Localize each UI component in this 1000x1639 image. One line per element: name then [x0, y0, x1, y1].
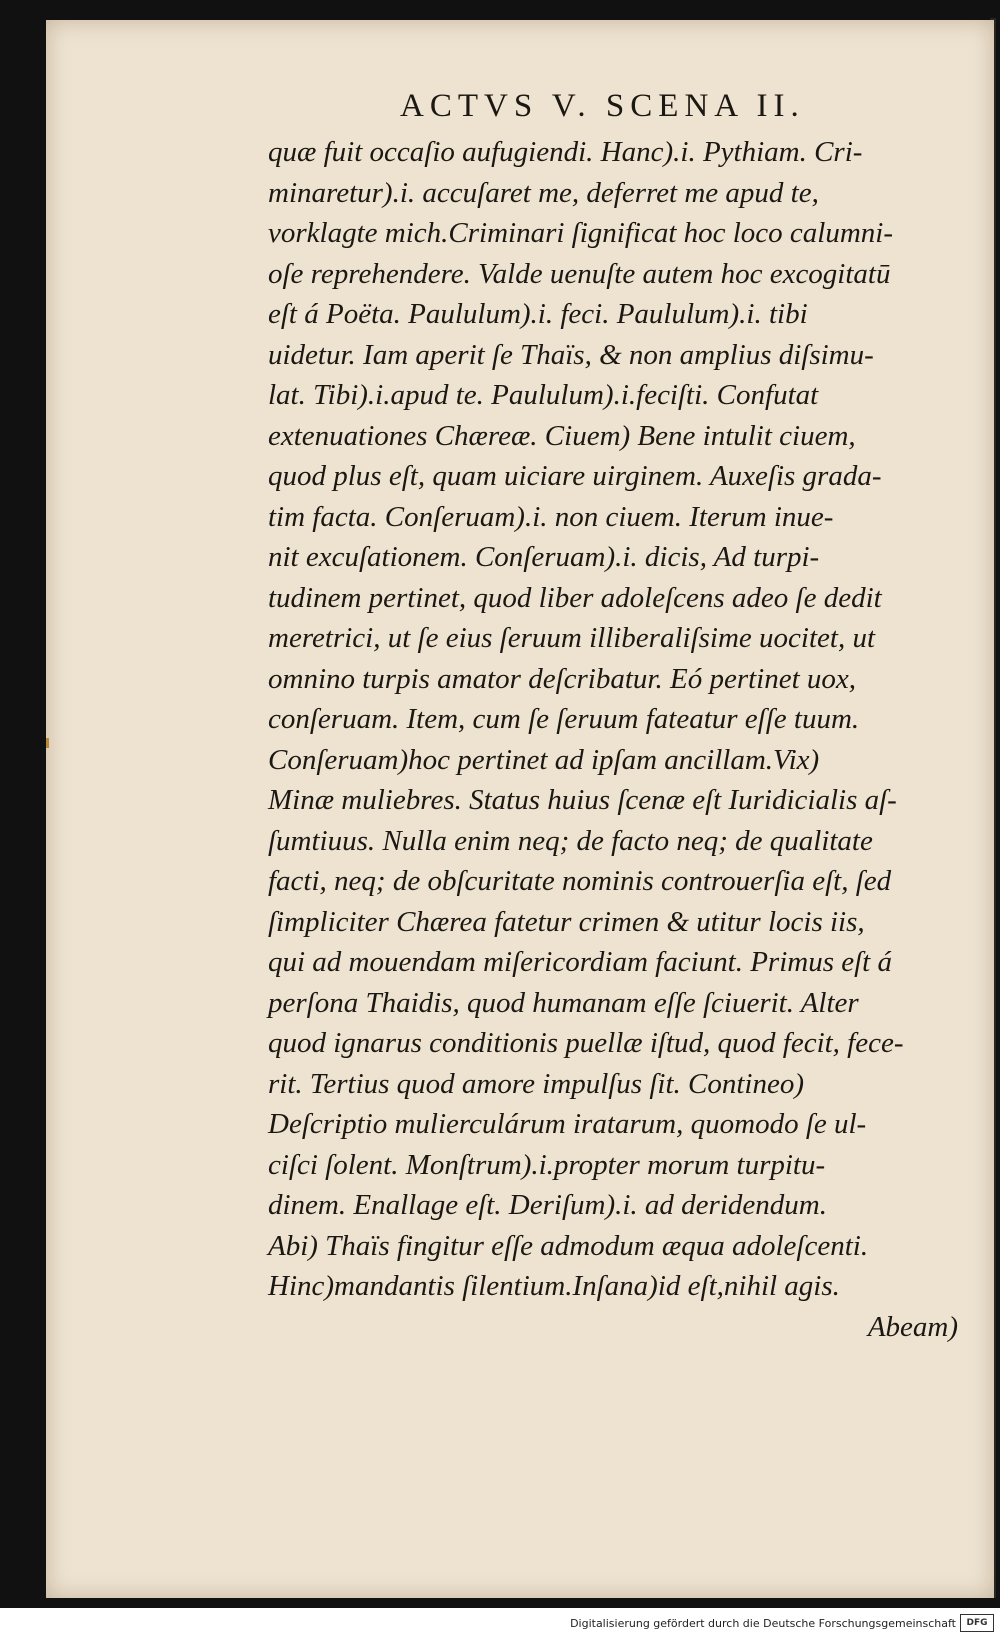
running-head: ACTVS V. SCENA II.	[400, 88, 805, 124]
text-line: eſt á Poëta. Paululum).i. feci. Paululum).i. tibi	[268, 298, 808, 330]
text-line: Hinc)mandantis ſilentium.Inſana)id eſt,nihil agis.	[268, 1270, 840, 1302]
text-line: ciſci ſolent. Monſtrum).i.propter morum turpitu-	[268, 1148, 826, 1181]
text-line: omnino turpis amator deſcribatur. Eó pertinet uox,	[268, 662, 857, 695]
text-line: Minæ muliebres. Status huius ſcenæ eſt Iuridicialis aſ-	[268, 784, 897, 816]
text-line: tudinem pertinet, quod liber adoleſcens adeo ſe dedit	[268, 581, 882, 614]
text-line: perſona Thaidis, quod humanam eſſe ſciuerit. Alter	[268, 986, 859, 1019]
text-line: extenuationes Chæreæ. Ciuem) Bene intulit ciuem,	[268, 419, 856, 452]
dfg-logo: DFG	[960, 1614, 994, 1632]
text-line: quod plus eſt, quam uiciare uirginem. Auxeſis grada-	[268, 460, 882, 492]
catchword: Abeam)	[867, 1310, 958, 1343]
text-line: meretrici, ut ſe eius ſeruum illiberaliſsime uocitet, ut	[268, 622, 876, 654]
text-line: Conſeruam)hoc pertinet ad ipſam ancillam.Vix)	[268, 743, 820, 776]
text-line: tim facta. Conſeruam).i. non ciuem. Iterum inue-	[268, 500, 834, 533]
text-line: uidetur. Iam aperit ſe Thaïs, & non amplius diſsimu-	[268, 338, 874, 371]
text-line: quæ fuit occaſio aufugiendi. Hanc).i. Pythiam. Cri-	[268, 136, 863, 168]
text-line: ſumtiuus. Nulla enim neq; de facto neq; de qualitate	[268, 824, 873, 857]
text-line: facti, neq; de obſcuritate nominis controuerſia eſt, ſed	[268, 865, 892, 897]
text-line: nit excuſationem. Conſeruam).i. dicis, Ad turpi-	[268, 541, 820, 573]
text-line: dinem. Enallage eſt. Deriſum).i. ad deridendum.	[268, 1189, 827, 1221]
text-line: minaretur).i. accuſaret me, deferret me apud te,	[268, 176, 819, 209]
text-line: conſeruam. Item, cum ſe ſeruum fateatur eſſe tuum.	[268, 703, 860, 735]
text-line: ſimpliciter Chærea fatetur crimen & utitur locis iis,	[268, 905, 865, 938]
text-line: oſe reprehendere. Valde uenuſte autem hoc excogitatū	[268, 257, 891, 290]
text-line: rit. Tertius quod amore impulſus ſit. Contineo)	[268, 1067, 805, 1100]
text-line: quod ignarus conditionis puellæ iſtud, quod fecit, fece-	[268, 1027, 904, 1059]
funding-credit: Digitalisierung gefördert durch die Deutsche Forschungsgemeinschaft	[570, 1617, 956, 1630]
text-line: vorklagte mich.Criminari ſignificat hoc loco calumni-	[268, 217, 894, 249]
gutter-mark	[46, 738, 49, 748]
text-line: qui ad mouendam miſericordiam faciunt. Primus eſt á	[268, 946, 892, 978]
text-line: Deſcriptio mulierculárum iratarum, quomodo ſe ul-	[268, 1108, 867, 1140]
text-line: Abi) Thaïs fingitur eſſe admodum æqua adoleſcenti.	[268, 1229, 869, 1262]
text-block	[268, 132, 968, 1347]
text-line: lat. Tibi).i.apud te. Paululum).i.feciſti. Confutat	[268, 379, 819, 411]
